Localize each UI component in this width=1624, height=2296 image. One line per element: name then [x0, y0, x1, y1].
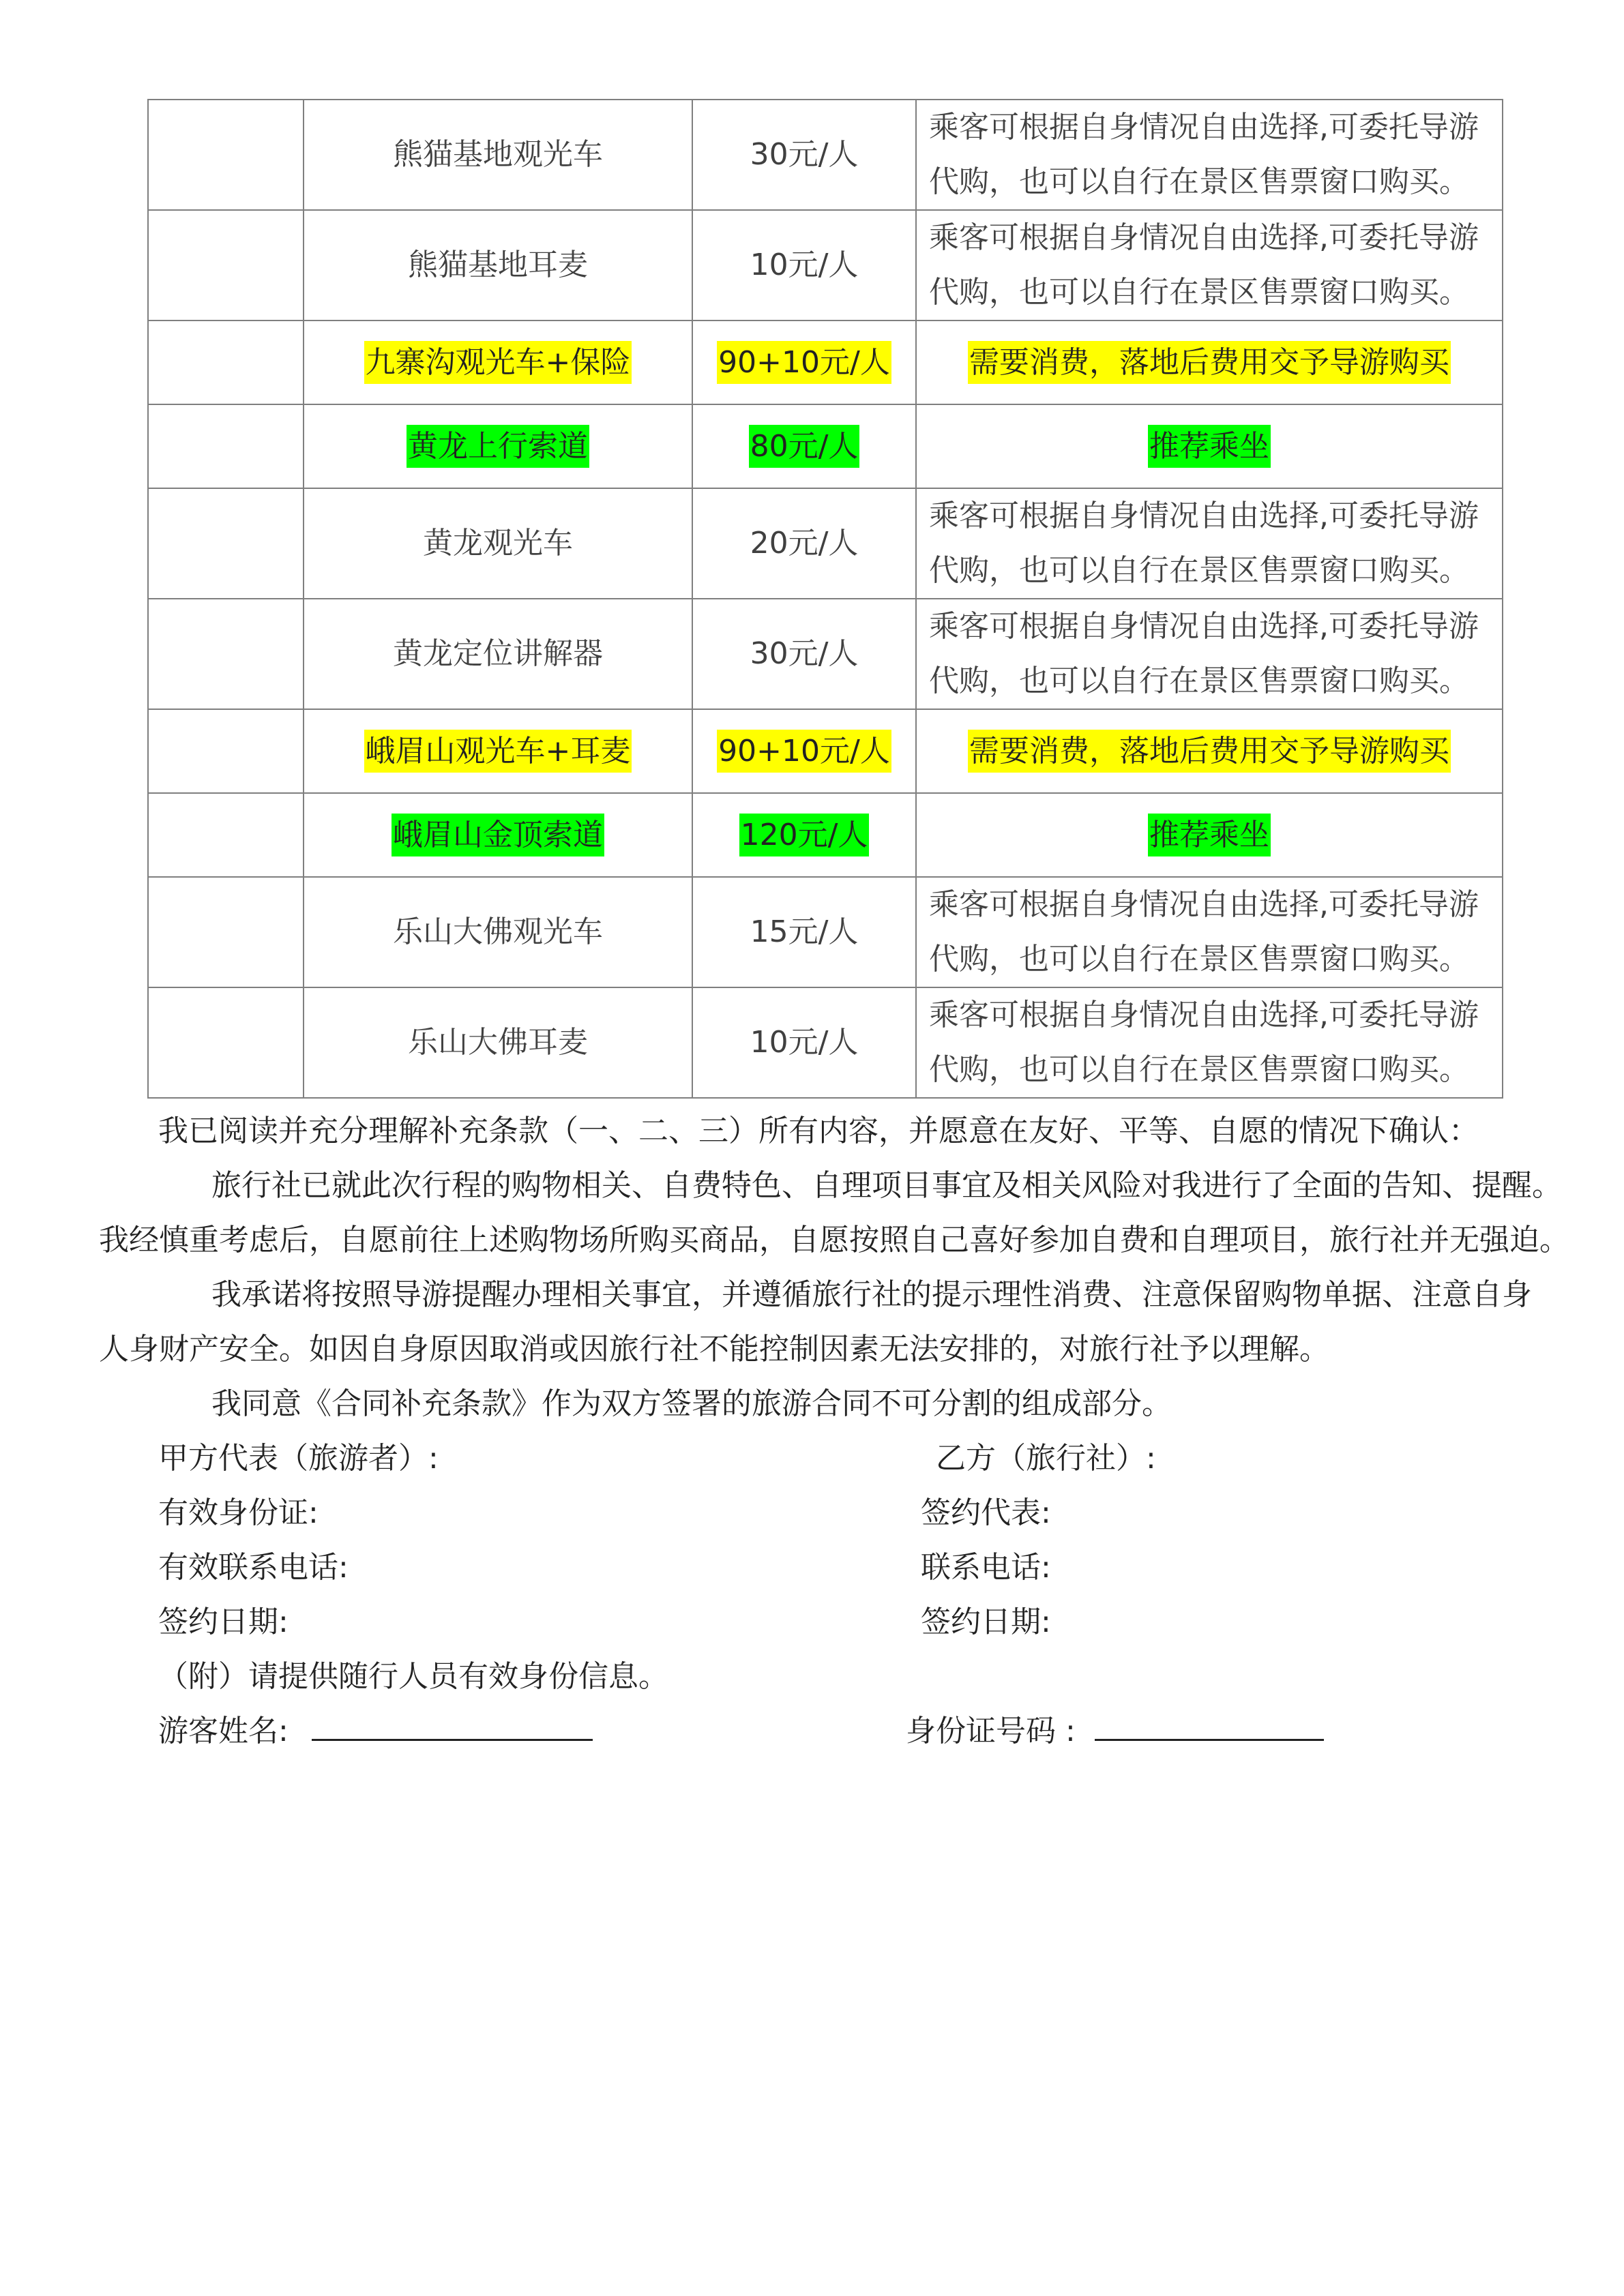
- table-row: [148, 404, 1503, 488]
- visitor-name-label: 游客姓名:: [158, 1714, 289, 1748]
- item-price-cell: [692, 210, 916, 320]
- item-price-cell: [692, 404, 916, 488]
- attachment-note: （附）请提供随行人员有效身份信息。: [158, 1659, 668, 1694]
- party-a-phone-label: 有效联系电话:: [158, 1550, 349, 1585]
- item-note-cell: [916, 599, 1503, 709]
- visitor-name-blank[interactable]: [312, 1709, 593, 1741]
- item-price-text: 30元/人: [750, 636, 859, 671]
- item-name-text: 乐山大佛耳麦: [408, 1025, 588, 1060]
- table-row: [148, 709, 1503, 793]
- statement-intro: 我已阅读并充分理解补充条款（一、二、三）所有内容，并愿意在友好、平等、自愿的情况下确认：: [158, 1114, 1479, 1148]
- party-b-phone-label: 联系电话:: [921, 1550, 1051, 1585]
- item-price-text: 20元/人: [750, 526, 859, 561]
- item-price-cell: [692, 877, 916, 987]
- item-name-text: 九寨沟观光车+保险: [364, 341, 632, 384]
- blank-cell: [148, 320, 304, 404]
- item-note-text: 乘客可根据自身情况自由选择,可委托导游代购，也可以自行在景区售票窗口购买。: [929, 887, 1479, 976]
- item-note-text: 乘客可根据自身情况自由选择,可委托导游代购，也可以自行在景区售票窗口购买。: [929, 110, 1479, 199]
- item-name-cell: [304, 488, 692, 599]
- blank-cell: [148, 488, 304, 599]
- blank-cell: [148, 404, 304, 488]
- item-note-cell: [916, 709, 1503, 793]
- item-note-text: 需要消费，落地后费用交予导游购买: [968, 341, 1451, 384]
- item-name-text: 黄龙观光车: [423, 526, 573, 561]
- item-price-text: 10元/人: [750, 248, 859, 282]
- item-name-text: 峨眉山观光车+耳麦: [364, 730, 632, 773]
- item-price-cell: [692, 320, 916, 404]
- item-note-text: 乘客可根据自身情况自由选择,可委托导游代购，也可以自行在景区售票窗口购买。: [929, 609, 1479, 698]
- item-note-cell: [916, 877, 1503, 987]
- party-b-date-label: 签约日期:: [921, 1605, 1051, 1639]
- item-note-cell: [916, 488, 1503, 599]
- item-price-text: 120元/人: [739, 814, 870, 856]
- item-note-cell: [916, 320, 1503, 404]
- item-note-cell: [916, 793, 1503, 877]
- party-a-label: 甲方代表（旅游者）:: [158, 1441, 439, 1476]
- item-name-cell: [304, 210, 692, 320]
- fee-items-table: [147, 99, 1503, 1099]
- visitor-name-field: [158, 1706, 593, 1750]
- table-row: [148, 488, 1503, 599]
- item-name-cell: [304, 404, 692, 488]
- id-number-field: [906, 1706, 1324, 1750]
- id-number-label: 身份证号码 :: [906, 1714, 1076, 1748]
- id-number-blank[interactable]: [1095, 1709, 1324, 1741]
- item-price-text: 15元/人: [750, 914, 859, 949]
- party-b-rep-label: 签约代表:: [921, 1495, 1051, 1530]
- table-row: [148, 210, 1503, 320]
- statement-p2-line2: 人身财产安全。如因自身原因取消或因旅行社不能控制因素无法安排的，对旅行社予以理解。: [99, 1332, 1329, 1367]
- item-name-cell: [304, 709, 692, 793]
- item-price-cell: [692, 709, 916, 793]
- blank-cell: [148, 100, 304, 210]
- blank-cell: [148, 877, 304, 987]
- item-note-cell: [916, 987, 1503, 1098]
- statement-p3: 我同意《合同补充条款》作为双方签署的旅游合同不可分割的组成部分。: [211, 1386, 1172, 1421]
- statement-p1-line2: 我经慎重考虑后，自愿前往上述购物场所购买商品，自愿按照自己喜好参加自费和自理项目，旅行社并无强迫。: [99, 1223, 1569, 1257]
- party-a-date-label: 签约日期:: [158, 1605, 289, 1639]
- item-note-text: 乘客可根据自身情况自由选择,可委托导游代购，也可以自行在景区售票窗口购买。: [929, 498, 1479, 588]
- blank-cell: [148, 210, 304, 320]
- item-name-text: 熊猫基地耳麦: [408, 248, 588, 282]
- item-name-cell: [304, 599, 692, 709]
- blank-cell: [148, 599, 304, 709]
- blank-cell: [148, 709, 304, 793]
- item-note-text: 推荐乘坐: [1148, 425, 1271, 468]
- item-note-cell: [916, 404, 1503, 488]
- item-note-text: 乘客可根据自身情况自由选择,可委托导游代购，也可以自行在景区售票窗口购买。: [929, 220, 1479, 310]
- item-price-cell: [692, 987, 916, 1098]
- item-price-cell: [692, 100, 916, 210]
- item-price-cell: [692, 488, 916, 599]
- item-name-text: 黄龙定位讲解器: [393, 636, 603, 671]
- item-name-cell: [304, 793, 692, 877]
- item-price-cell: [692, 793, 916, 877]
- blank-cell: [148, 987, 304, 1098]
- item-price-cell: [692, 599, 916, 709]
- item-name-cell: [304, 320, 692, 404]
- item-price-text: 90+10元/人: [717, 341, 891, 384]
- table-row: [148, 987, 1503, 1098]
- blank-cell: [148, 793, 304, 877]
- item-price-text: 10元/人: [750, 1025, 859, 1060]
- party-b-label: 乙方（旅行社）:: [936, 1441, 1156, 1476]
- item-name-text: 熊猫基地观光车: [393, 137, 603, 172]
- table-row: [148, 877, 1503, 987]
- item-note-text: 乘客可根据自身情况自由选择,可委托导游代购，也可以自行在景区售票窗口购买。: [929, 998, 1479, 1087]
- item-price-text: 90+10元/人: [717, 730, 891, 773]
- item-note-text: 推荐乘坐: [1148, 814, 1271, 856]
- item-name-cell: [304, 877, 692, 987]
- table-row: [148, 599, 1503, 709]
- item-price-text: 80元/人: [749, 425, 860, 468]
- table-row: [148, 100, 1503, 210]
- item-note-cell: [916, 210, 1503, 320]
- statement-p1-line1: 旅行社已就此次行程的购物相关、自费特色、自理项目事宜及相关风险对我进行了全面的告知、提醒。: [211, 1168, 1562, 1203]
- table-row: [148, 793, 1503, 877]
- item-name-text: 峨眉山金顶索道: [392, 814, 604, 856]
- item-name-text: 黄龙上行索道: [407, 425, 589, 468]
- item-note-text: 需要消费，落地后费用交予导游购买: [968, 730, 1451, 773]
- item-price-text: 30元/人: [750, 137, 859, 172]
- item-name-text: 乐山大佛观光车: [393, 914, 603, 949]
- table-row: [148, 320, 1503, 404]
- statement-p2-line1: 我承诺将按照导游提醒办理相关事宜，并遵循旅行社的提示理性消费、注意保留购物单据、注意自身: [211, 1277, 1532, 1312]
- item-name-cell: [304, 100, 692, 210]
- item-note-cell: [916, 100, 1503, 210]
- item-name-cell: [304, 987, 692, 1098]
- party-a-id-label: 有效身份证:: [158, 1495, 319, 1530]
